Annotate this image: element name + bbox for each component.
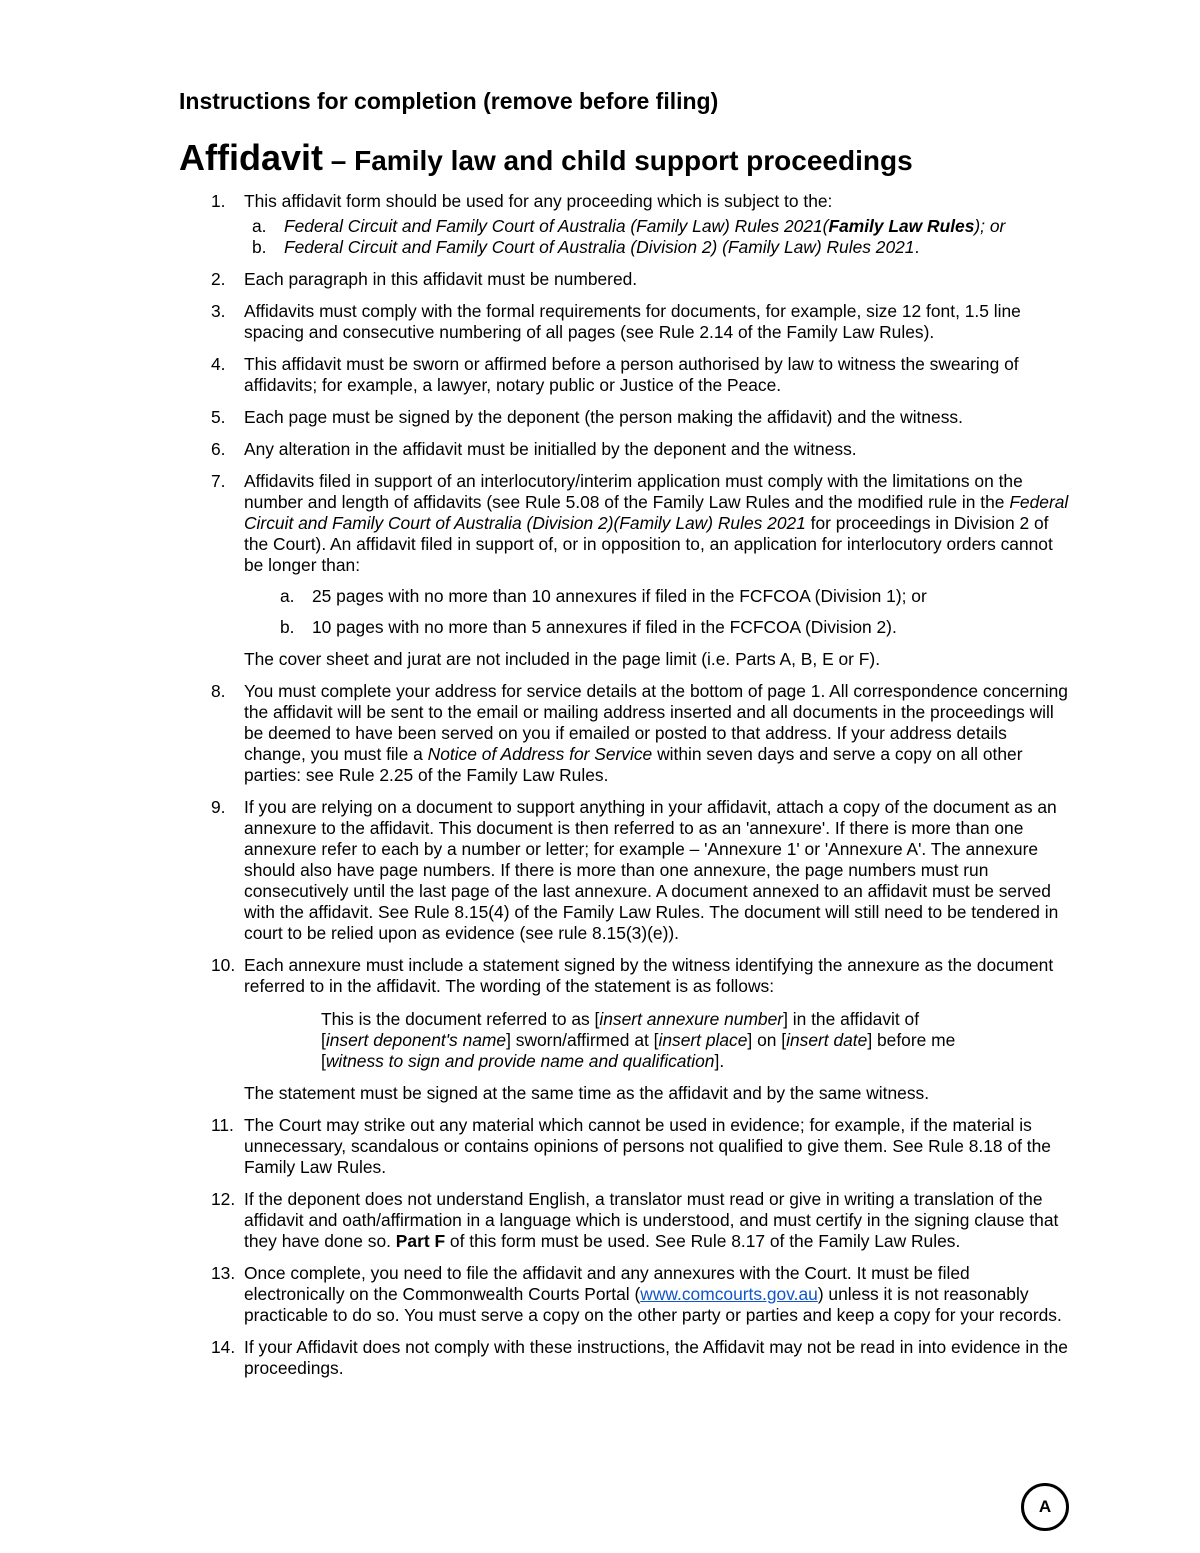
item-text: If your Affidavit does not comply with these instructions, the Affidavit may not be read in into evidence in the proceedings. xyxy=(244,1336,1068,1378)
item-number: 12. xyxy=(211,1188,236,1209)
sub-item: b. Federal Circuit and Family Court of Australia (Division 2) (Family Law) Rules 2021. xyxy=(244,237,1071,258)
item-text: If you are relying on a document to support anything in your affidavit, attach a copy of the document as an annexure to the affidavit. This document is then referred to as an 'annexure'. If there is more than one annexure refer to each by a number or letter; for example – 'Annexure 1' or 'Annexure A'. The annexure should also have page numbers. If there is more than one annexure, the page numbers must run consecutively until the last page of the last annexure. A document annexed to an affidavit must be served with the affidavit. See Rule 8.15(4) of the Family Law Rules. The document will still need to be tendered in court to be relied upon as evidence (see rule 8.15(3)(e)). xyxy=(244,796,1059,943)
list-item xyxy=(179,471,1071,670)
sub-item-label: b. xyxy=(252,236,267,257)
item-text: You must complete your address for service details at the bottom of page 1. All correspondence concerning the affidavit will be sent to the email or mailing address inserted and all documents in the proceedings will be deemed to have been served on you if emailed or posted to that address. If your address details change, you must file a Notice of Address for Service within seven days and serve a copy on all other parties: see Rule 2.25 of the Family Law Rules. xyxy=(244,680,1068,785)
sub-item-label: a. xyxy=(280,585,295,606)
item-number: 9. xyxy=(211,796,226,817)
item-text: This affidavit must be sworn or affirmed before a person authorised by law to witness the swearing of affidavits; for example, a lawyer, notary public or Justice of the Peace. xyxy=(244,353,1019,395)
list-item xyxy=(179,191,1071,258)
list-item xyxy=(179,407,1071,428)
item-number: 10. xyxy=(211,954,236,975)
item-number: 1. xyxy=(211,190,226,211)
list-item xyxy=(179,354,1071,396)
sub-item-label: b. xyxy=(280,616,295,637)
item-number: 3. xyxy=(211,300,226,321)
item-number: 5. xyxy=(211,406,226,427)
list-item xyxy=(179,797,1071,944)
list-item xyxy=(179,439,1071,460)
item-number: 8. xyxy=(211,680,226,701)
sub-item: a. 25 pages with no more than 10 annexures if filed in the FCFCOA (Division 1); or xyxy=(244,586,1071,607)
list-item xyxy=(179,1115,1071,1178)
item-text: Each paragraph in this affidavit must be numbered. xyxy=(244,268,638,289)
item-number: 13. xyxy=(211,1262,236,1283)
item-note: The cover sheet and jurat are not included in the page limit (i.e. Parts A, B, E or F). xyxy=(244,648,881,669)
item-number: 7. xyxy=(211,470,226,491)
list-item xyxy=(179,1337,1071,1379)
item-text: Each annexure must include a statement signed by the witness identifying the annexure as the document referred to in the affidavit. The wording of the statement is as follows: xyxy=(244,954,1054,996)
item-text: Any alteration in the affidavit must be initialled by the deponent and the witness. xyxy=(244,438,857,459)
list-item xyxy=(179,1189,1071,1252)
document-page xyxy=(179,88,1071,1390)
sub-item-label: a. xyxy=(252,215,267,236)
item-number: 14. xyxy=(211,1336,236,1357)
item-number: 11. xyxy=(211,1114,234,1135)
item-text: If the deponent does not understand English, a translator must read or give in writing a translation of the affidavit and oath/affirmation in a language which is understood, and must certify in the signing clause that they have done so. Part F of this form must be used. See Rule 8.17 of the Family Law Rules. xyxy=(244,1188,1059,1251)
part-a-badge: A xyxy=(1021,1483,1069,1531)
instructions-heading: Instructions for completion (remove before filing) xyxy=(179,88,719,114)
list-item xyxy=(179,681,1071,786)
item-text: This affidavit form should be used for any proceeding which is subject to the: xyxy=(244,190,833,211)
comcourts-link[interactable]: www.comcourts.gov.au xyxy=(640,1283,818,1304)
item-text: Affidavits must comply with the formal requirements for documents, for example, size 12 font, 1.5 line spacing and consecutive numbering of all pages (see Rule 2.14 of the Family Law Rules). xyxy=(244,300,1021,342)
list-item xyxy=(179,955,1071,1104)
item-number: 6. xyxy=(211,438,226,459)
document-title xyxy=(179,136,1071,179)
list-item xyxy=(179,301,1071,343)
annexure-statement: This is the document referred to as [insert annexure number] in the affidavit of [insert deponent's name] sworn/affirmed at [insert place] on [insert date] before me [witness to sign and provide name and qualification]. xyxy=(321,1008,956,1071)
item-note: The statement must be signed at the same time as the affidavit and by the same witness. xyxy=(244,1082,930,1103)
list-item xyxy=(179,1263,1071,1326)
item-text: Each page must be signed by the deponent (the person making the affidavit) and the witness. xyxy=(244,406,963,427)
title-main: Affidavit xyxy=(179,136,323,178)
item-text: The Court may strike out any material which cannot be used in evidence; for example, if the material is unnecessary, scandalous or contains opinions of persons not qualified to give them. See Rule 8.18 of the Family Law Rules. xyxy=(244,1114,1051,1177)
sub-item: a. Federal Circuit and Family Court of Australia (Family Law) Rules 2021(Family Law Rules); or xyxy=(244,216,1071,237)
item-number: 4. xyxy=(211,353,226,374)
sub-item: b. 10 pages with no more than 5 annexures if filed in the FCFCOA (Division 2). xyxy=(244,617,1071,638)
title-rest: – Family law and child support proceedings xyxy=(323,144,913,176)
instruction-list xyxy=(179,191,1071,1379)
item-number: 2. xyxy=(211,268,226,289)
list-item xyxy=(179,269,1071,290)
item-text: Once complete, you need to file the affidavit and any annexures with the Court. It must be filed electronically on the Commonwealth Courts Portal (www.comcourts.gov.au) unless it is not reasonably practicable to do so. You must serve a copy on the other party or parties and keep a copy for your records. xyxy=(244,1262,1062,1325)
item-text: Affidavits filed in support of an interlocutory/interim application must comply with the limitations on the number and length of affidavits (see Rule 5.08 of the Family Law Rules and the modified rule in the Federal Circuit and Family Court of Australia (Division 2)(Family Law) Rules 2021 for proceedings in Division 2 of the Court). An affidavit filed in support of, or in opposition to, an application for interlocutory orders cannot be longer than: xyxy=(244,470,1069,575)
